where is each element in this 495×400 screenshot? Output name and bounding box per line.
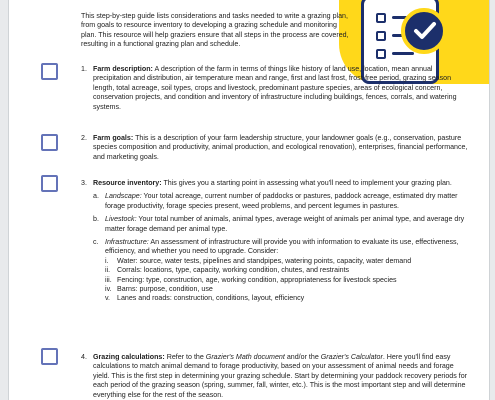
sub-item-label: Landscape: [105, 192, 142, 201]
item-text: and/or the [286, 353, 319, 361]
checkbox-resource-inventory[interactable] [41, 175, 58, 192]
sub-item-landscape [93, 192, 471, 211]
infra-item-barns [105, 285, 471, 294]
sub-item-mark: c. [93, 238, 99, 247]
checkbox-grazing-calculations[interactable] [41, 348, 58, 365]
sub-item-text: Your total acreage, current number of paddocks or pastures, paddock acreage, estimated dry matter forage productivity, forage species present, weed problems, and percent legumes in pastures. [105, 192, 458, 210]
item-label: Resource inventory: [93, 179, 162, 187]
item-label: Farm description: [93, 65, 153, 73]
infra-item-corrals [105, 266, 471, 275]
list-item-farm-description [81, 65, 471, 112]
infra-item-text: Lanes and roads: construction, conditions, layout, efficiency [117, 294, 305, 303]
item-number: 2. [81, 134, 87, 142]
sub-item-mark: b. [93, 215, 99, 224]
infra-item-text: Barns: purpose, condition, use [117, 285, 213, 294]
infra-item-mark: iii. [105, 275, 112, 284]
infra-item-fencing [105, 275, 471, 285]
list-item-grazing-calculations [81, 353, 471, 400]
infra-item-mark: v. [105, 294, 110, 303]
infra-item-lanes [105, 294, 471, 303]
sub-item-label: Livestock: [105, 215, 137, 224]
infra-item-text: Water: source, water tests, pipelines and standpipes, watering points, capacity, water demand [117, 256, 412, 265]
item-number: 3. [81, 179, 87, 187]
checkbox-farm-description[interactable] [41, 63, 58, 80]
item-label: Farm goals: [93, 134, 134, 142]
item-text: Refer to the [166, 353, 204, 361]
infra-item-text: Fencing: type, construction, age, working condition, appropriateness for livestock species [117, 275, 397, 284]
intro-paragraph: This step-by-step guide lists considerations and tasks needed to write a grazing plan, from goals to resource inventory to developing a grazing schedule and monitoring plan. This resource will help graziers ensure that all steps in the process are covered, resulting in a functional grazing plan and schedule. [81, 12, 349, 49]
sub-item-text: An assessment of infrastructure will provide you with information to evaluate its use, effectiveness, efficiency, and whether you need to upgrade. Consider: [105, 238, 459, 256]
item-label: Grazing calculations: [93, 353, 165, 361]
sub-item-livestock [93, 215, 471, 234]
item-number: 1. [81, 65, 87, 73]
item-text: This gives you a starting point in assessing what you'll need to implement your grazing plan. [163, 179, 452, 187]
item-number: 4. [81, 353, 87, 361]
clipboard-box-icon [376, 13, 386, 23]
infra-item-mark: i. [105, 256, 109, 265]
clipboard-box-icon [376, 31, 386, 41]
sub-item-label: Infrastructure: [105, 238, 149, 247]
infra-item-water [105, 256, 471, 266]
document-page [8, 0, 490, 400]
infra-item-mark: iv. [105, 285, 112, 294]
clipboard-line [392, 52, 414, 55]
sub-item-text: Your total number of animals, animal types, average weight of animals per animal type, and average dry matter forage demand per animal type. [105, 215, 465, 233]
list-item-resource-inventory [81, 179, 471, 304]
item-text: . Here you'll find easy calculations to match animal demand to forage productivity, based on your assessment of animal needs and forage yield. This is the first step in determining your grazing schedule. Start by determining your paddock recovery periods for each period of the grazing season (spring, summer, fall, winter, etc.). This is the most important step and will determine everything else for the rest of the season. [93, 353, 468, 399]
list-item-farm-goals [81, 134, 471, 162]
checkbox-farm-goals[interactable] [41, 134, 58, 151]
check-mark-icon [401, 8, 447, 54]
sub-item-mark: a. [93, 192, 99, 201]
item-text: A description of the farm in terms of things like history of land use, location, mean annual precipitation and distribution, air temperature mean and range, first and last frost, frost-free period, grazing season length, total acreage, soil types, crops and livestock, predominant pasture species, areas of ecological concern, conservation projects, and condition and inventory of infrastructure including buildings, fences, corrals, and watering systems. [93, 65, 457, 111]
infra-item-text: Corrals: locations, type, capacity, working condition, chutes, and restraints [117, 266, 350, 275]
item-text: This is a description of your farm leadership structure, your landowner goals (e.g., conservation, pasture species composition and productivity, animal production, and ecological renovation), enterprises, financial performance, and marketing goals. [93, 134, 468, 161]
sub-item-infrastructure [93, 238, 471, 257]
reference-graziers-calculator: Grazier's Calculator [320, 353, 383, 361]
reference-graziers-math: Grazier's Math document [205, 353, 285, 361]
clipboard-box-icon [376, 49, 386, 59]
infra-item-mark: ii. [105, 266, 111, 275]
